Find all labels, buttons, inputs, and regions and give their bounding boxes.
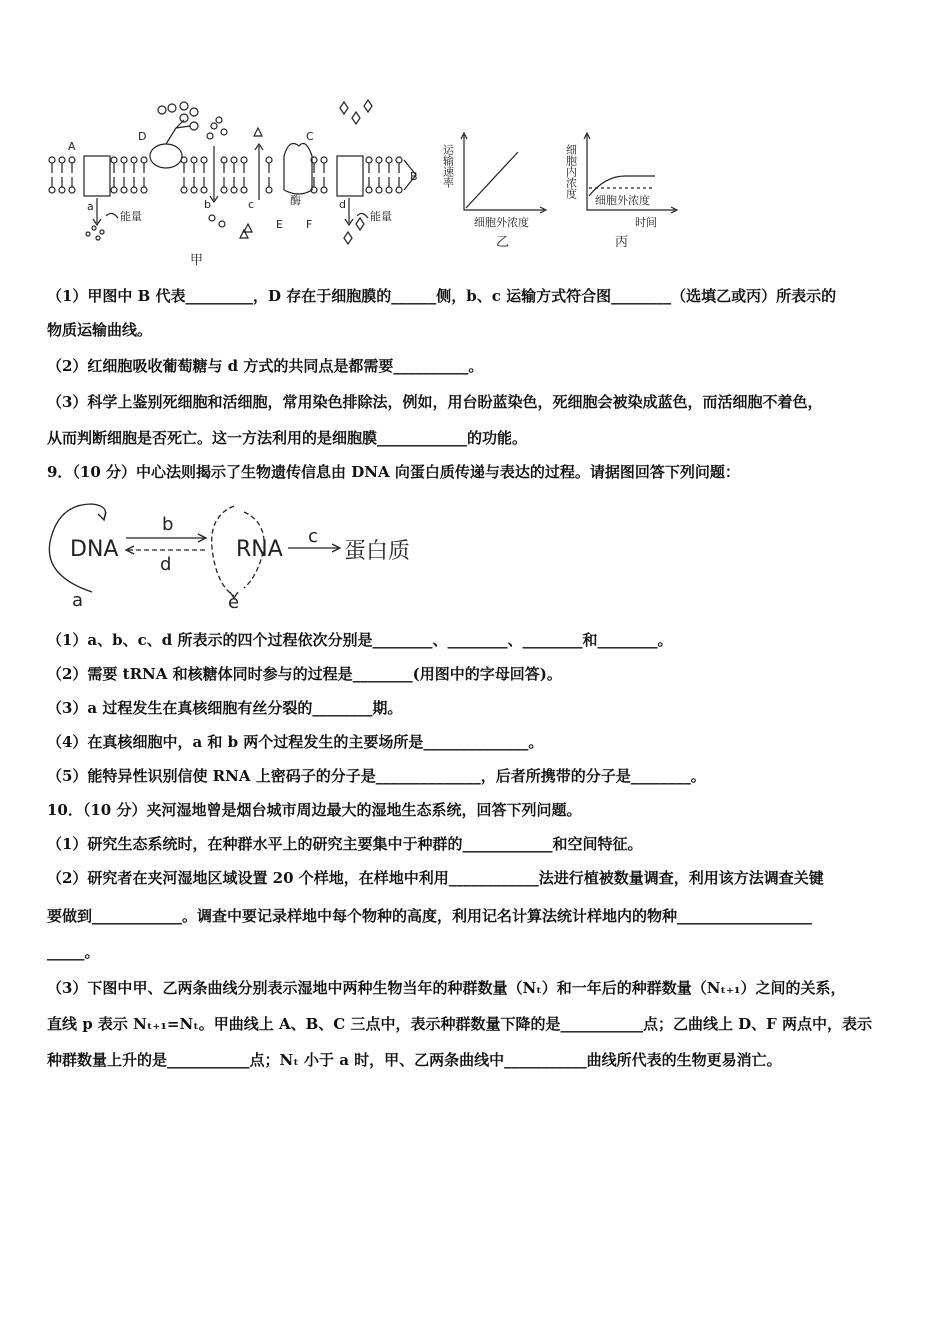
q9-5: （5）能特异性识别信使 RNA 上密码子的分子是______________，后者所携带的分子是________。 — [47, 767, 706, 785]
label-c: c — [248, 198, 255, 211]
caption-yi: 乙 — [496, 235, 510, 250]
membrane-diagram — [44, 98, 424, 270]
label-E: E — [276, 218, 283, 231]
label-A: A — [68, 140, 76, 153]
q9-1: （1）a、b、c、d 所表示的四个过程依次分别是________、________、________和________。 — [47, 631, 673, 649]
q10-heading: 10．（10 分）夹河湿地曾是烟台城市周边最大的湿地生态系统，回答下列问题。 — [47, 801, 582, 819]
label-C: C — [306, 130, 314, 143]
lipid-top-row — [49, 157, 402, 163]
q10-2-line2: 要做到____________。调查中要记录样地中每个物种的高度，利用记名计算法统计样地内的物种__________________ — [47, 907, 813, 925]
q10-3-line3: 种群数量上升的是___________点；Nₜ 小于 a 时，甲、乙两条曲线中___________曲线所代表的生物更易消亡。 — [47, 1051, 782, 1069]
q9-2: （2）需要 tRNA 和核糖体同时参与的过程是________(用图中的字母回答)。 — [47, 665, 562, 683]
protein-label: 蛋白质 — [344, 539, 411, 564]
protein-a — [84, 156, 110, 196]
q8-2: （2）红细胞吸收葡萄糖与 d 方式的共同点是都需要__________。 — [47, 357, 484, 375]
q10-2-line1: （2）研究者在夹河湿地区域设置 20 个样地，在样地中利用____________法进行植被数量调查，利用该方法调查关键 — [47, 869, 824, 887]
q9-4: （4）在真核细胞中，a 和 b 两个过程发生的主要场所是______________。 — [47, 733, 544, 751]
process-b: b — [162, 514, 174, 535]
label-enzyme: 酶 — [290, 194, 301, 207]
caption-bing: 丙 — [615, 235, 629, 250]
protein-d-channel — [337, 156, 363, 196]
glycoprotein-d — [150, 144, 182, 168]
process-a: a — [72, 590, 84, 611]
process-d: d — [160, 554, 172, 575]
lipid-bottom-row — [49, 187, 402, 193]
dna-label: DNA — [70, 537, 119, 562]
q9-heading: 9．（10 分）中心法则揭示了生物遗传信息由 DNA 向蛋白质传递与表达的过程。请据图回答下列问题： — [47, 463, 740, 481]
label-B: B — [410, 170, 418, 183]
process-e: e — [228, 592, 240, 613]
label-D: D — [138, 130, 147, 143]
label-energy-1: 能量 — [120, 210, 142, 223]
q10-1: （1）研究生态系统时，在种群水平上的研究主要集中于种群的____________和空间特征。 — [47, 835, 643, 853]
rna-label: RNA — [236, 537, 283, 562]
graph-yi — [441, 130, 554, 250]
q10-3-line2: 直线 p 表示 Nₜ₊₁=Nₜ。甲曲线上 A、B、C 三点中，表示种群数量下降的是___________点；乙曲线上 D、F 两点中，表示 — [47, 1015, 873, 1033]
bing-xlabel: 时间 — [635, 216, 657, 229]
graph-bing — [565, 130, 685, 250]
label-energy-2: 能量 — [370, 210, 392, 223]
label-a: a — [87, 200, 94, 213]
q8-1-line2: 物质运输曲线。 — [47, 321, 153, 339]
label-b: b — [204, 198, 211, 211]
process-c: c — [308, 526, 318, 547]
q10-2-line3: _____。 — [47, 943, 100, 961]
q10-3-line1: （3）下图中甲、乙两条曲线分别表示湿地中两种生物当年的种群数量（Nₜ）和一年后的种群数量（Nₜ₊₁）之间的关系， — [47, 979, 846, 997]
yi-xlabel: 细胞外浓度 — [474, 216, 529, 229]
q8-3-line1: （3）科学上鉴别死细胞和活细胞，常用染色排除法，例如，用台盼蓝染色，死细胞会被染成蓝色，而活细胞不着色， — [47, 393, 823, 411]
q8-1-line1: （1）甲图中 B 代表_________，D 存在于细胞膜的______侧，b、c 运输方式符合图________（选填乙或丙）所表示的 — [47, 287, 837, 305]
linear-curve — [466, 152, 518, 208]
bing-ylabel: 细胞内浓度 — [564, 144, 578, 199]
q8-3-line2: 从而判断细胞是否死亡。这一方法利用的是细胞膜____________的功能。 — [47, 429, 528, 447]
caption-jia: 甲 — [190, 253, 204, 268]
q9-3: （3）a 过程发生在真核细胞有丝分裂的________期。 — [47, 699, 403, 717]
carrier-protein — [284, 144, 312, 194]
label-F: F — [306, 218, 313, 231]
yi-ylabel: 运输速率 — [441, 144, 455, 188]
central-dogma-diagram — [44, 496, 444, 616]
bing-inner-label: 细胞外浓度 — [595, 194, 650, 207]
label-d: d — [339, 198, 346, 211]
saturation-curve — [589, 176, 655, 196]
